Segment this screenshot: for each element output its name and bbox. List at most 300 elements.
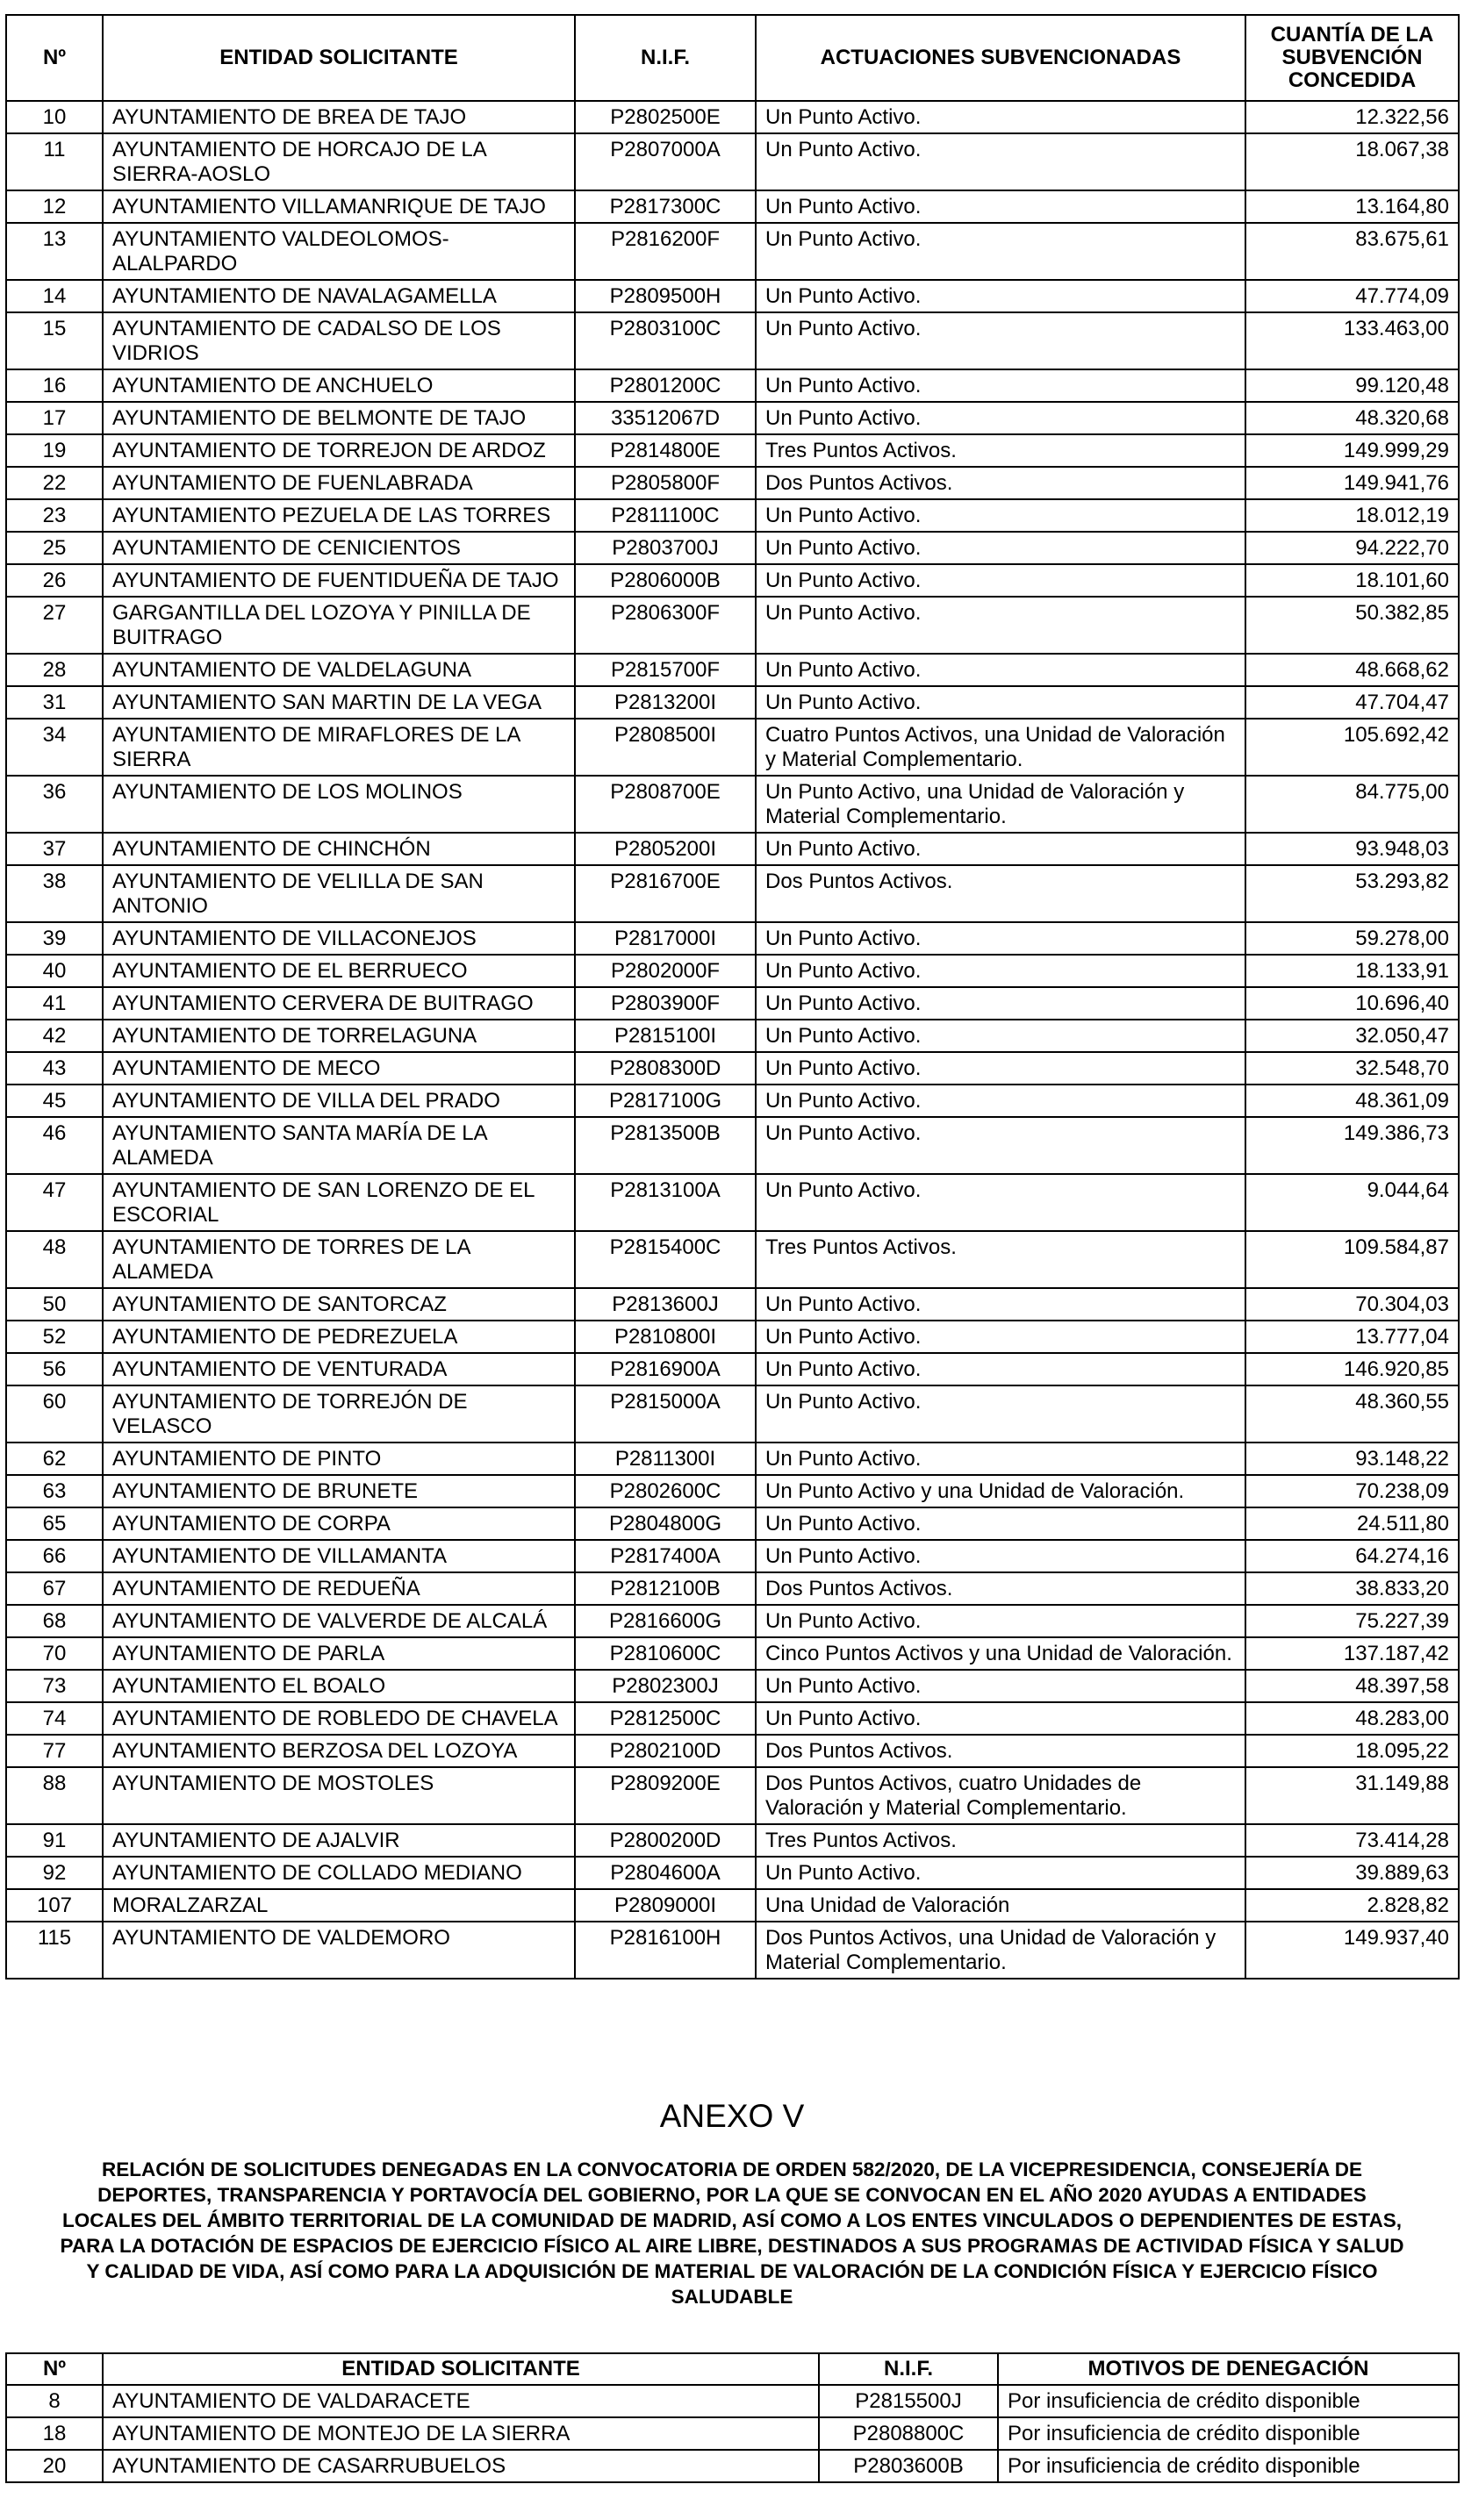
cell-entity: AYUNTAMIENTO DE CADALSO DE LOS VIDRIOS	[103, 312, 575, 369]
cell-actions: Un Punto Activo, una Unidad de Valoración y Material Complementario.	[756, 776, 1245, 833]
cell-number: 107	[6, 1889, 103, 1922]
cell-number: 20	[6, 2450, 103, 2482]
cell-entity: AYUNTAMIENTO DE FUENLABRADA	[103, 467, 575, 499]
cell-actions: Un Punto Activo.	[756, 654, 1245, 686]
cell-entity: AYUNTAMIENTO VALDEOLOMOS-ALALPARDO	[103, 223, 575, 280]
cell-number: 115	[6, 1922, 103, 1979]
cell-nif: P2802600C	[575, 1475, 756, 1507]
cell-entity: AYUNTAMIENTO DE CORPA	[103, 1507, 575, 1540]
table-row	[6, 499, 1459, 532]
cell-actions: Un Punto Activo.	[756, 312, 1245, 369]
cell-amount: 39.889,63	[1245, 1857, 1459, 1889]
table-row	[6, 2450, 1459, 2482]
cell-actions: Un Punto Activo.	[756, 223, 1245, 280]
cell-nif: P2806300F	[575, 597, 756, 654]
table-row	[6, 686, 1459, 719]
table-row	[6, 434, 1459, 467]
cell-actions: Tres Puntos Activos.	[756, 1231, 1245, 1288]
cell-entity: AYUNTAMIENTO DE MECO	[103, 1052, 575, 1085]
granted-subsidies-table	[5, 14, 1460, 1979]
cell-number: 67	[6, 1572, 103, 1605]
table-row	[6, 280, 1459, 312]
cell-entity: AYUNTAMIENTO DE NAVALAGAMELLA	[103, 280, 575, 312]
cell-entity: AYUNTAMIENTO DE CHINCHÓN	[103, 833, 575, 865]
table-row	[6, 1767, 1459, 1824]
cell-amount: 48.320,68	[1245, 402, 1459, 434]
cell-amount: 137.187,42	[1245, 1637, 1459, 1670]
cell-number: 19	[6, 434, 103, 467]
cell-amount: 149.941,76	[1245, 467, 1459, 499]
header-entity: ENTIDAD SOLICITANTE	[103, 15, 575, 101]
cell-amount: 18.067,38	[1245, 133, 1459, 190]
cell-number: 17	[6, 402, 103, 434]
table-row	[6, 776, 1459, 833]
cell-amount: 48.668,62	[1245, 654, 1459, 686]
table-row	[6, 1670, 1459, 1702]
cell-actions: Un Punto Activo.	[756, 1507, 1245, 1540]
cell-entity: AYUNTAMIENTO DE VILLA DEL PRADO	[103, 1085, 575, 1117]
cell-actions: Un Punto Activo.	[756, 1321, 1245, 1353]
cell-actions: Un Punto Activo.	[756, 1117, 1245, 1174]
cell-nif: P2817400A	[575, 1540, 756, 1572]
cell-number: 28	[6, 654, 103, 686]
cell-actions: Un Punto Activo.	[756, 1540, 1245, 1572]
cell-nif: P2815700F	[575, 654, 756, 686]
cell-amount: 50.382,85	[1245, 597, 1459, 654]
cell-number: 37	[6, 833, 103, 865]
cell-actions: Un Punto Activo.	[756, 369, 1245, 402]
cell-actions: Un Punto Activo.	[756, 532, 1245, 564]
cell-entity: AYUNTAMIENTO DE VALDEMORO	[103, 1922, 575, 1979]
cell-amount: 149.937,40	[1245, 1922, 1459, 1979]
cell-amount: 149.999,29	[1245, 434, 1459, 467]
cell-entity: GARGANTILLA DEL LOZOYA Y PINILLA DE BUITRAGO	[103, 597, 575, 654]
cell-actions: Un Punto Activo.	[756, 1353, 1245, 1385]
cell-number: 50	[6, 1288, 103, 1321]
cell-number: 63	[6, 1475, 103, 1507]
cell-actions: Un Punto Activo.	[756, 1174, 1245, 1231]
cell-nif: P2803700J	[575, 532, 756, 564]
cell-actions: Un Punto Activo.	[756, 1605, 1245, 1637]
cell-number: 23	[6, 499, 103, 532]
header-amount: CUANTÍA DE LA SUBVENCIÓN CONCEDIDA	[1245, 15, 1459, 101]
cell-actions: Un Punto Activo.	[756, 922, 1245, 955]
cell-amount: 93.148,22	[1245, 1443, 1459, 1475]
cell-amount: 84.775,00	[1245, 776, 1459, 833]
cell-actions: Un Punto Activo.	[756, 280, 1245, 312]
cell-nif: P2805800F	[575, 467, 756, 499]
cell-entity: AYUNTAMIENTO PEZUELA DE LAS TORRES	[103, 499, 575, 532]
cell-actions: Un Punto Activo.	[756, 402, 1245, 434]
cell-number: 48	[6, 1231, 103, 1288]
cell-number: 16	[6, 369, 103, 402]
header-nif: N.I.F.	[575, 15, 756, 101]
cell-actions: Un Punto Activo.	[756, 1385, 1245, 1443]
cell-actions: Dos Puntos Activos, cuatro Unidades de Valoración y Material Complementario.	[756, 1767, 1245, 1824]
table-row	[6, 101, 1459, 133]
cell-nif: P2816200F	[575, 223, 756, 280]
cell-entity: AYUNTAMIENTO BERZOSA DEL LOZOYA	[103, 1735, 575, 1767]
cell-entity: AYUNTAMIENTO DE VALDELAGUNA	[103, 654, 575, 686]
cell-actions: Dos Puntos Activos.	[756, 467, 1245, 499]
cell-number: 31	[6, 686, 103, 719]
header-reason: MOTIVOS DE DENEGACIÓN	[998, 2353, 1459, 2385]
cell-number: 11	[6, 133, 103, 190]
cell-number: 38	[6, 865, 103, 922]
cell-amount: 10.696,40	[1245, 987, 1459, 1020]
table-row	[6, 1857, 1459, 1889]
table-row	[6, 1052, 1459, 1085]
cell-amount: 24.511,80	[1245, 1507, 1459, 1540]
cell-entity: AYUNTAMIENTO DE REDUEÑA	[103, 1572, 575, 1605]
cell-entity: AYUNTAMIENTO DE SAN LORENZO DE EL ESCORIAL	[103, 1174, 575, 1231]
table-row	[6, 987, 1459, 1020]
table-row	[6, 223, 1459, 280]
table-header-row	[6, 15, 1459, 101]
cell-entity: AYUNTAMIENTO EL BOALO	[103, 1670, 575, 1702]
table-row	[6, 1231, 1459, 1288]
cell-nif: P2801200C	[575, 369, 756, 402]
cell-nif: P2808700E	[575, 776, 756, 833]
table-row	[6, 369, 1459, 402]
cell-nif: P2810600C	[575, 1637, 756, 1670]
cell-nif: P2807000A	[575, 133, 756, 190]
table-row	[6, 1922, 1459, 1979]
cell-amount: 2.828,82	[1245, 1889, 1459, 1922]
table-row	[6, 190, 1459, 223]
cell-number: 62	[6, 1443, 103, 1475]
table-row	[6, 865, 1459, 922]
cell-amount: 70.238,09	[1245, 1475, 1459, 1507]
cell-actions: Cuatro Puntos Activos, una Unidad de Valoración y Material Complementario.	[756, 719, 1245, 776]
cell-amount: 9.044,64	[1245, 1174, 1459, 1231]
cell-entity: AYUNTAMIENTO VILLAMANRIQUE DE TAJO	[103, 190, 575, 223]
cell-amount: 133.463,00	[1245, 312, 1459, 369]
cell-nif: P2814800E	[575, 434, 756, 467]
cell-entity: AYUNTAMIENTO DE VALDARACETE	[103, 2385, 819, 2417]
cell-number: 10	[6, 101, 103, 133]
cell-nif: P2803600B	[819, 2450, 998, 2482]
cell-actions: Un Punto Activo y una Unidad de Valoración.	[756, 1475, 1245, 1507]
cell-nif: P2809000I	[575, 1889, 756, 1922]
header-number: Nº	[6, 15, 103, 101]
table-row	[6, 1605, 1459, 1637]
cell-entity: AYUNTAMIENTO DE MIRAFLORES DE LA SIERRA	[103, 719, 575, 776]
cell-amount: 18.101,60	[1245, 564, 1459, 597]
cell-entity: AYUNTAMIENTO DE VELILLA DE SAN ANTONIO	[103, 865, 575, 922]
table-row	[6, 719, 1459, 776]
cell-actions: Un Punto Activo.	[756, 564, 1245, 597]
cell-actions: Un Punto Activo.	[756, 133, 1245, 190]
cell-actions: Dos Puntos Activos, una Unidad de Valoración y Material Complementario.	[756, 1922, 1245, 1979]
table-header-row	[6, 2353, 1459, 2385]
cell-number: 15	[6, 312, 103, 369]
cell-actions: Un Punto Activo.	[756, 190, 1245, 223]
cell-entity: AYUNTAMIENTO DE LOS MOLINOS	[103, 776, 575, 833]
cell-actions: Un Punto Activo.	[756, 987, 1245, 1020]
header-entity: ENTIDAD SOLICITANTE	[103, 2353, 819, 2385]
cell-nif: P2811300I	[575, 1443, 756, 1475]
cell-entity: AYUNTAMIENTO DE PEDREZUELA	[103, 1321, 575, 1353]
cell-number: 70	[6, 1637, 103, 1670]
table-row	[6, 1475, 1459, 1507]
cell-amount: 18.095,22	[1245, 1735, 1459, 1767]
cell-actions: Un Punto Activo.	[756, 833, 1245, 865]
header-actions: ACTUACIONES SUBVENCIONADAS	[756, 15, 1245, 101]
table-row	[6, 1824, 1459, 1857]
table-row	[6, 955, 1459, 987]
table-row	[6, 2385, 1459, 2417]
cell-actions: Un Punto Activo.	[756, 1085, 1245, 1117]
cell-number: 68	[6, 1605, 103, 1637]
cell-actions: Dos Puntos Activos.	[756, 1572, 1245, 1605]
cell-nif: P2802000F	[575, 955, 756, 987]
cell-entity: MORALZARZAL	[103, 1889, 575, 1922]
cell-number: 73	[6, 1670, 103, 1702]
cell-entity: AYUNTAMIENTO DE VILLAMANTA	[103, 1540, 575, 1572]
cell-nif: P2802100D	[575, 1735, 756, 1767]
cell-number: 42	[6, 1020, 103, 1052]
table-row	[6, 1353, 1459, 1385]
cell-number: 52	[6, 1321, 103, 1353]
cell-actions: Un Punto Activo.	[756, 1443, 1245, 1475]
cell-actions: Un Punto Activo.	[756, 955, 1245, 987]
cell-nif: P2816900A	[575, 1353, 756, 1385]
table-row	[6, 1637, 1459, 1670]
cell-entity: AYUNTAMIENTO DE CASARRUBUELOS	[103, 2450, 819, 2482]
table-row	[6, 1443, 1459, 1475]
cell-nif: P2804600A	[575, 1857, 756, 1889]
cell-number: 34	[6, 719, 103, 776]
cell-nif: P2809200E	[575, 1767, 756, 1824]
cell-amount: 64.274,16	[1245, 1540, 1459, 1572]
cell-nif: P2812100B	[575, 1572, 756, 1605]
cell-nif: P2817100G	[575, 1085, 756, 1117]
cell-nif: P2800200D	[575, 1824, 756, 1857]
cell-number: 46	[6, 1117, 103, 1174]
cell-number: 74	[6, 1702, 103, 1735]
cell-number: 36	[6, 776, 103, 833]
table-row	[6, 1288, 1459, 1321]
denied-applications-table	[5, 2352, 1460, 2483]
header-number: Nº	[6, 2353, 103, 2385]
cell-actions: Un Punto Activo.	[756, 686, 1245, 719]
cell-number: 47	[6, 1174, 103, 1231]
table-row	[6, 133, 1459, 190]
cell-amount: 105.692,42	[1245, 719, 1459, 776]
cell-reason: Por insuficiencia de crédito disponible	[998, 2385, 1459, 2417]
cell-nif: P2813500B	[575, 1117, 756, 1174]
cell-actions: Un Punto Activo.	[756, 1702, 1245, 1735]
cell-entity: AYUNTAMIENTO DE TORRELAGUNA	[103, 1020, 575, 1052]
cell-number: 25	[6, 532, 103, 564]
cell-entity: AYUNTAMIENTO DE BELMONTE DE TAJO	[103, 402, 575, 434]
cell-number: 8	[6, 2385, 103, 2417]
cell-entity: AYUNTAMIENTO DE TORREJÓN DE VELASCO	[103, 1385, 575, 1443]
table-row	[6, 1572, 1459, 1605]
cell-nif: 33512067D	[575, 402, 756, 434]
header-nif: N.I.F.	[819, 2353, 998, 2385]
cell-entity: AYUNTAMIENTO DE VILLACONEJOS	[103, 922, 575, 955]
cell-number: 39	[6, 922, 103, 955]
cell-actions: Tres Puntos Activos.	[756, 434, 1245, 467]
cell-entity: AYUNTAMIENTO SANTA MARÍA DE LA ALAMEDA	[103, 1117, 575, 1174]
cell-amount: 149.386,73	[1245, 1117, 1459, 1174]
cell-entity: AYUNTAMIENTO DE TORREJON DE ARDOZ	[103, 434, 575, 467]
cell-actions: Dos Puntos Activos.	[756, 865, 1245, 922]
table-row	[6, 654, 1459, 686]
cell-amount: 48.283,00	[1245, 1702, 1459, 1735]
cell-number: 22	[6, 467, 103, 499]
cell-number: 13	[6, 223, 103, 280]
cell-nif: P2808300D	[575, 1052, 756, 1085]
table-row	[6, 1507, 1459, 1540]
cell-amount: 70.304,03	[1245, 1288, 1459, 1321]
table-row	[6, 922, 1459, 955]
table-row	[6, 1020, 1459, 1052]
cell-amount: 48.360,55	[1245, 1385, 1459, 1443]
cell-nif: P2812500C	[575, 1702, 756, 1735]
cell-entity: AYUNTAMIENTO DE VENTURADA	[103, 1353, 575, 1385]
cell-actions: Cinco Puntos Activos y una Unidad de Valoración.	[756, 1637, 1245, 1670]
cell-nif: P2803100C	[575, 312, 756, 369]
table-row	[6, 1117, 1459, 1174]
cell-number: 91	[6, 1824, 103, 1857]
cell-number: 14	[6, 280, 103, 312]
cell-entity: AYUNTAMIENTO DE TORRES DE LA ALAMEDA	[103, 1231, 575, 1288]
cell-actions: Un Punto Activo.	[756, 101, 1245, 133]
cell-nif: P2803900F	[575, 987, 756, 1020]
cell-nif: P2804800G	[575, 1507, 756, 1540]
cell-number: 45	[6, 1085, 103, 1117]
cell-actions: Un Punto Activo.	[756, 499, 1245, 532]
cell-actions: Un Punto Activo.	[756, 597, 1245, 654]
cell-actions: Un Punto Activo.	[756, 1288, 1245, 1321]
cell-entity: AYUNTAMIENTO DE BRUNETE	[103, 1475, 575, 1507]
cell-nif: P2815500J	[819, 2385, 998, 2417]
cell-amount: 31.149,88	[1245, 1767, 1459, 1824]
cell-entity: AYUNTAMIENTO DE COLLADO MEDIANO	[103, 1857, 575, 1889]
cell-actions: Un Punto Activo.	[756, 1857, 1245, 1889]
cell-nif: P2816600G	[575, 1605, 756, 1637]
cell-nif: P2811100C	[575, 499, 756, 532]
cell-actions: Un Punto Activo.	[756, 1052, 1245, 1085]
cell-amount: 32.050,47	[1245, 1020, 1459, 1052]
table-row	[6, 1702, 1459, 1735]
cell-entity: AYUNTAMIENTO DE PARLA	[103, 1637, 575, 1670]
cell-number: 12	[6, 190, 103, 223]
cell-nif: P2815100I	[575, 1020, 756, 1052]
cell-amount: 13.777,04	[1245, 1321, 1459, 1353]
cell-entity: AYUNTAMIENTO DE FUENTIDUEÑA DE TAJO	[103, 564, 575, 597]
cell-amount: 146.920,85	[1245, 1353, 1459, 1385]
table-row	[6, 402, 1459, 434]
cell-nif: P2805200I	[575, 833, 756, 865]
cell-entity: AYUNTAMIENTO DE SANTORCAZ	[103, 1288, 575, 1321]
cell-number: 60	[6, 1385, 103, 1443]
table-row	[6, 532, 1459, 564]
cell-actions: Una Unidad de Valoración	[756, 1889, 1245, 1922]
cell-actions: Tres Puntos Activos.	[756, 1824, 1245, 1857]
cell-amount: 18.012,19	[1245, 499, 1459, 532]
annex-subtitle: RELACIÓN DE SOLICITUDES DENEGADAS EN LA CONVOCATORIA DE ORDEN 582/2020, DE LA VICEPRESIDENCIA, CONSEJERÍA DE DEPORTES, TRANSPARENCIA Y PORTAVOCÍA DEL GOBIERNO, POR LA QUE SE CONVOCAN EN EL AÑO 2020 AYUDAS A ENTIDADES LOCALES DEL ÁMBITO TERRITORIAL DE LA COMUNIDAD DE MADRID, ASÍ COMO A LOS ENTES VINCULADOS O DEPENDIENTES DE ESTAS, PARA LA DOTACIÓN DE ESPACIOS DE EJERCICIO FÍSICO AL AIRE LIBRE, DESTINADOS A SUS PROGRAMAS DE ACTIVIDAD FÍSICA Y SALUD Y CALIDAD DE VIDA, ASÍ COMO PARA LA ADQUISICIÓN DE MATERIAL DE VALORACIÓN DE LA CONDICIÓN FÍSICA Y EJERCICIO FÍSICO SALUDABLE	[60, 2158, 1404, 2308]
cell-entity: AYUNTAMIENTO DE CENICIENTOS	[103, 532, 575, 564]
cell-number: 77	[6, 1735, 103, 1767]
table-row	[6, 1889, 1459, 1922]
cell-number: 66	[6, 1540, 103, 1572]
cell-amount: 53.293,82	[1245, 865, 1459, 922]
cell-entity: AYUNTAMIENTO DE PINTO	[103, 1443, 575, 1475]
cell-amount: 13.164,80	[1245, 190, 1459, 223]
cell-entity: AYUNTAMIENTO DE AJALVIR	[103, 1824, 575, 1857]
cell-nif: P2813100A	[575, 1174, 756, 1231]
cell-amount: 48.397,58	[1245, 1670, 1459, 1702]
cell-number: 40	[6, 955, 103, 987]
table-row	[6, 2417, 1459, 2450]
cell-amount: 47.774,09	[1245, 280, 1459, 312]
cell-entity: AYUNTAMIENTO DE BREA DE TAJO	[103, 101, 575, 133]
cell-entity: AYUNTAMIENTO DE ANCHUELO	[103, 369, 575, 402]
cell-entity: AYUNTAMIENTO DE VALVERDE DE ALCALÁ	[103, 1605, 575, 1637]
cell-number: 27	[6, 597, 103, 654]
cell-amount: 93.948,03	[1245, 833, 1459, 865]
table-row	[6, 597, 1459, 654]
cell-actions: Un Punto Activo.	[756, 1020, 1245, 1052]
denied-applications-body	[6, 2385, 1459, 2482]
cell-entity: AYUNTAMIENTO DE MOSTOLES	[103, 1767, 575, 1824]
cell-entity: AYUNTAMIENTO DE EL BERRUECO	[103, 955, 575, 987]
cell-reason: Por insuficiencia de crédito disponible	[998, 2417, 1459, 2450]
cell-nif: P2810800I	[575, 1321, 756, 1353]
cell-nif: P2809500H	[575, 280, 756, 312]
table-row	[6, 1735, 1459, 1767]
table-row	[6, 564, 1459, 597]
cell-nif: P2816700E	[575, 865, 756, 922]
cell-nif: P2816100H	[575, 1922, 756, 1979]
cell-nif: P2817300C	[575, 190, 756, 223]
cell-number: 56	[6, 1353, 103, 1385]
cell-amount: 73.414,28	[1245, 1824, 1459, 1857]
cell-amount: 48.361,09	[1245, 1085, 1459, 1117]
cell-nif: P2817000I	[575, 922, 756, 955]
table-row	[6, 1540, 1459, 1572]
cell-nif: P2815000A	[575, 1385, 756, 1443]
cell-reason: Por insuficiencia de crédito disponible	[998, 2450, 1459, 2482]
cell-amount: 12.322,56	[1245, 101, 1459, 133]
cell-nif: P2802300J	[575, 1670, 756, 1702]
table-row	[6, 1174, 1459, 1231]
annex-title: ANEXO V	[659, 2098, 805, 2134]
cell-number: 43	[6, 1052, 103, 1085]
table-row	[6, 312, 1459, 369]
cell-number: 41	[6, 987, 103, 1020]
granted-subsidies-body	[6, 101, 1459, 1979]
cell-nif: P2813200I	[575, 686, 756, 719]
cell-number: 65	[6, 1507, 103, 1540]
cell-nif: P2808500I	[575, 719, 756, 776]
table-row	[6, 833, 1459, 865]
cell-nif: P2806000B	[575, 564, 756, 597]
cell-number: 26	[6, 564, 103, 597]
cell-amount: 59.278,00	[1245, 922, 1459, 955]
cell-entity: AYUNTAMIENTO CERVERA DE BUITRAGO	[103, 987, 575, 1020]
cell-amount: 109.584,87	[1245, 1231, 1459, 1288]
cell-number: 88	[6, 1767, 103, 1824]
table-row	[6, 467, 1459, 499]
cell-entity: AYUNTAMIENTO DE MONTEJO DE LA SIERRA	[103, 2417, 819, 2450]
cell-amount: 75.227,39	[1245, 1605, 1459, 1637]
table-row	[6, 1321, 1459, 1353]
